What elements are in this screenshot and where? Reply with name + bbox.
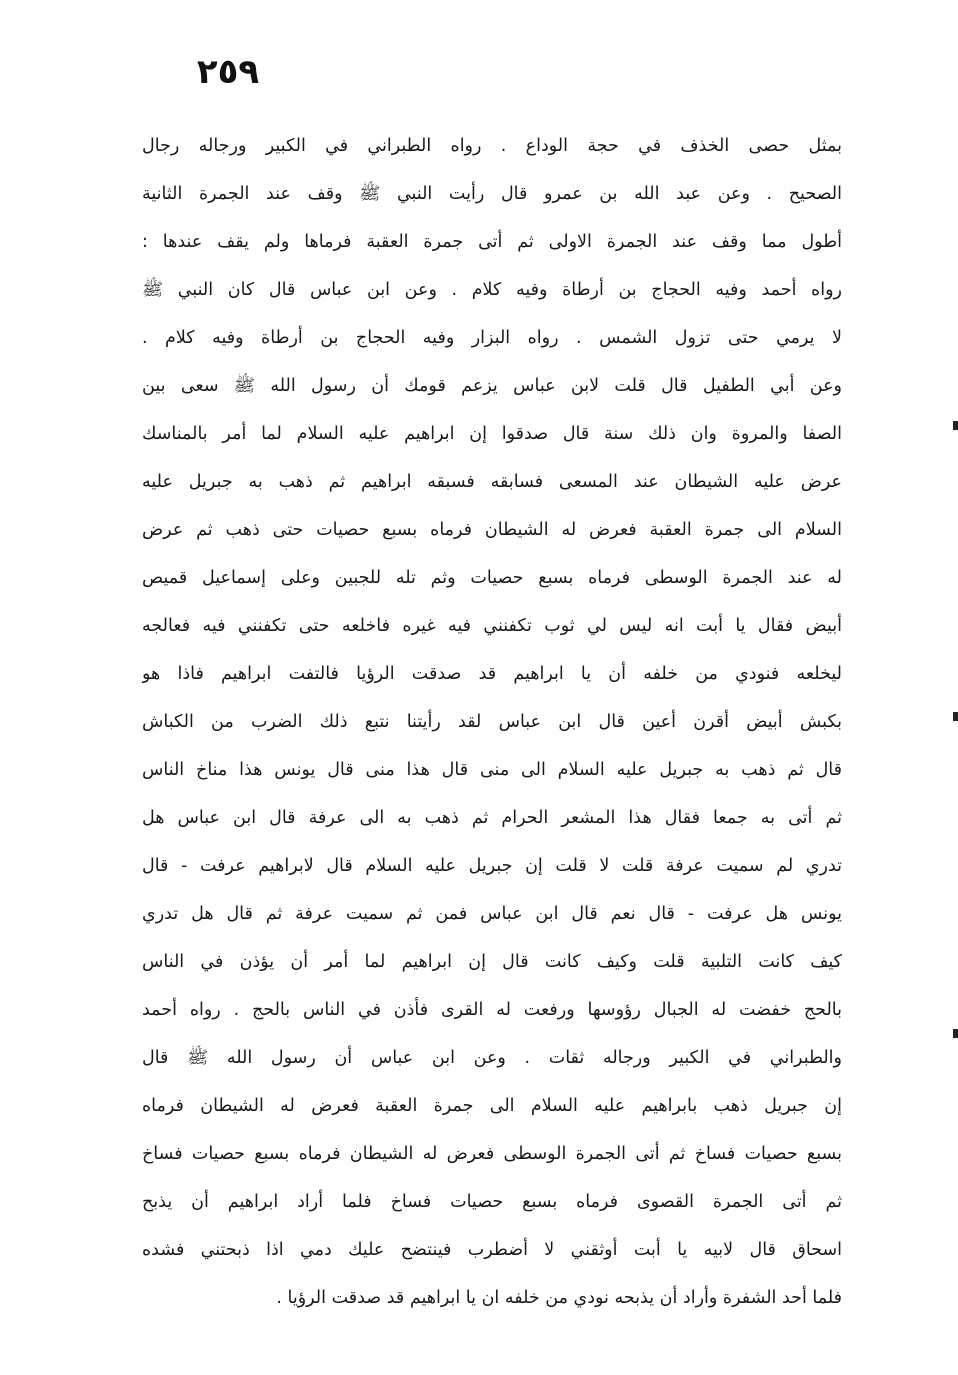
body-text xyxy=(142,122,842,1322)
text-line: ليخلعه فنودي من خلفه أن يا ابراهيم قد صدقت الرؤيا فالتفت ابراهيم فاذا هو xyxy=(142,664,842,684)
text-line: الصفا والمروة وان ذلك سنة قال صدقوا إن ابراهيم عليه السلام لما أمر بالمناسك xyxy=(142,424,842,444)
text-line: قال ثم ذهب به جبريل عليه السلام الى منى قال هذا منى قال يونس هذا مناخ الناس xyxy=(142,760,842,780)
text-line: بمثل حصى الخذف في حجة الوداع . رواه الطبراني في الكبير ورجاله رجال xyxy=(142,136,842,156)
text-line: عرض عليه الشيطان عند المسعى فسابقه فسبقه ابراهيم ثم ذهب به جبريل عليه xyxy=(142,472,842,492)
text-line: بكبش أبيض أقرن أعين قال ابن عباس لقد رأيتنا نتبع ذلك الضرب من الكباش xyxy=(142,712,842,732)
page-number: ٢٥٩ xyxy=(196,52,260,92)
text-line: كيف كانت التلبية قلت وكيف كانت قال إن ابراهيم لما أمر أن يؤذن في الناس xyxy=(142,952,842,972)
text-line: أبيض فقال يا أبت انه ليس لي ثوب تكفنني فيه غيره فاخلعه حتى تكفنني فيه فعالجه xyxy=(142,616,842,636)
text-line: وعن أبي الطفيل قال قلت لابن عباس يزعم قومك أن رسول الله ﷺ سعى بين xyxy=(142,376,842,396)
text-line: ثم أتى الجمرة القصوى فرماه بسبع حصيات فساخ فلما أراد ابراهيم أن يذبح xyxy=(142,1192,842,1212)
text-line: والطبراني في الكبير ورجاله ثقات . وعن ابن عباس أن رسول الله ﷺ قال xyxy=(142,1048,842,1068)
text-line: بسبع حصيات فساخ ثم أتى الجمرة الوسطى فعرض له الشيطان فرماه بسبع حصيات فساخ xyxy=(142,1144,842,1164)
text-line: إن جبريل ذهب بابراهيم عليه السلام الى جمرة العقبة فعرض له الشيطان فرماه xyxy=(142,1096,842,1116)
text-line: لا يرمي حتى تزول الشمس . رواه البزار وفيه الحجاج بن أرطاة وفيه كلام . xyxy=(142,328,842,348)
scan-edge-mark xyxy=(953,1029,958,1038)
text-line: رواه أحمد وفيه الحجاج بن أرطاة وفيه كلام . وعن ابن عباس قال كان النبي ﷺ xyxy=(142,280,842,300)
text-line: اسحاق قال لابيه يا أبت أوثقني لا أضطرب فينتضح عليك دمي اذا ذبحتني فشده xyxy=(142,1240,842,1260)
text-line: يونس هل عرفت - قال نعم قال ابن عباس فمن ثم سميت عرفة ثم قال هل تدري xyxy=(142,904,842,924)
scan-edge-mark xyxy=(953,712,958,721)
scan-edge-mark xyxy=(953,421,958,430)
text-line: ثم أتى به جمعا فقال هذا المشعر الحرام ثم ذهب به الى عرفة قال ابن عباس هل xyxy=(142,808,842,828)
text-line: تدري لم سميت عرفة قلت لا قلت إن جبريل عليه السلام قال لابراهيم عرفت - قال xyxy=(142,856,842,876)
text-line: فلما أحد الشفرة وأراد أن يذبحه نودي من خلفه ان يا ابراهيم قد صدقت الرؤيا . xyxy=(276,1288,842,1308)
text-line: بالحج خفضت له الجبال رؤوسها ورفعت له القرى فأذن في الناس بالحج . رواه أحمد xyxy=(142,1000,842,1020)
text-line: السلام الى جمرة العقبة فعرض له الشيطان فرماه بسبع حصيات حتى ذهب ثم عرض xyxy=(142,520,842,540)
text-line: له عند الجمرة الوسطى فرماه بسبع حصيات وثم تله للجبين وعلى إسماعيل قميص xyxy=(142,568,842,588)
text-line: أطول مما وقف عند الجمرة الاولى ثم أتى جمرة العقبة فرماها ولم يقف عندها : xyxy=(142,232,842,252)
text-line: الصحيح . وعن عبد الله بن عمرو قال رأيت النبي ﷺ وقف عند الجمرة الثانية xyxy=(142,184,842,204)
